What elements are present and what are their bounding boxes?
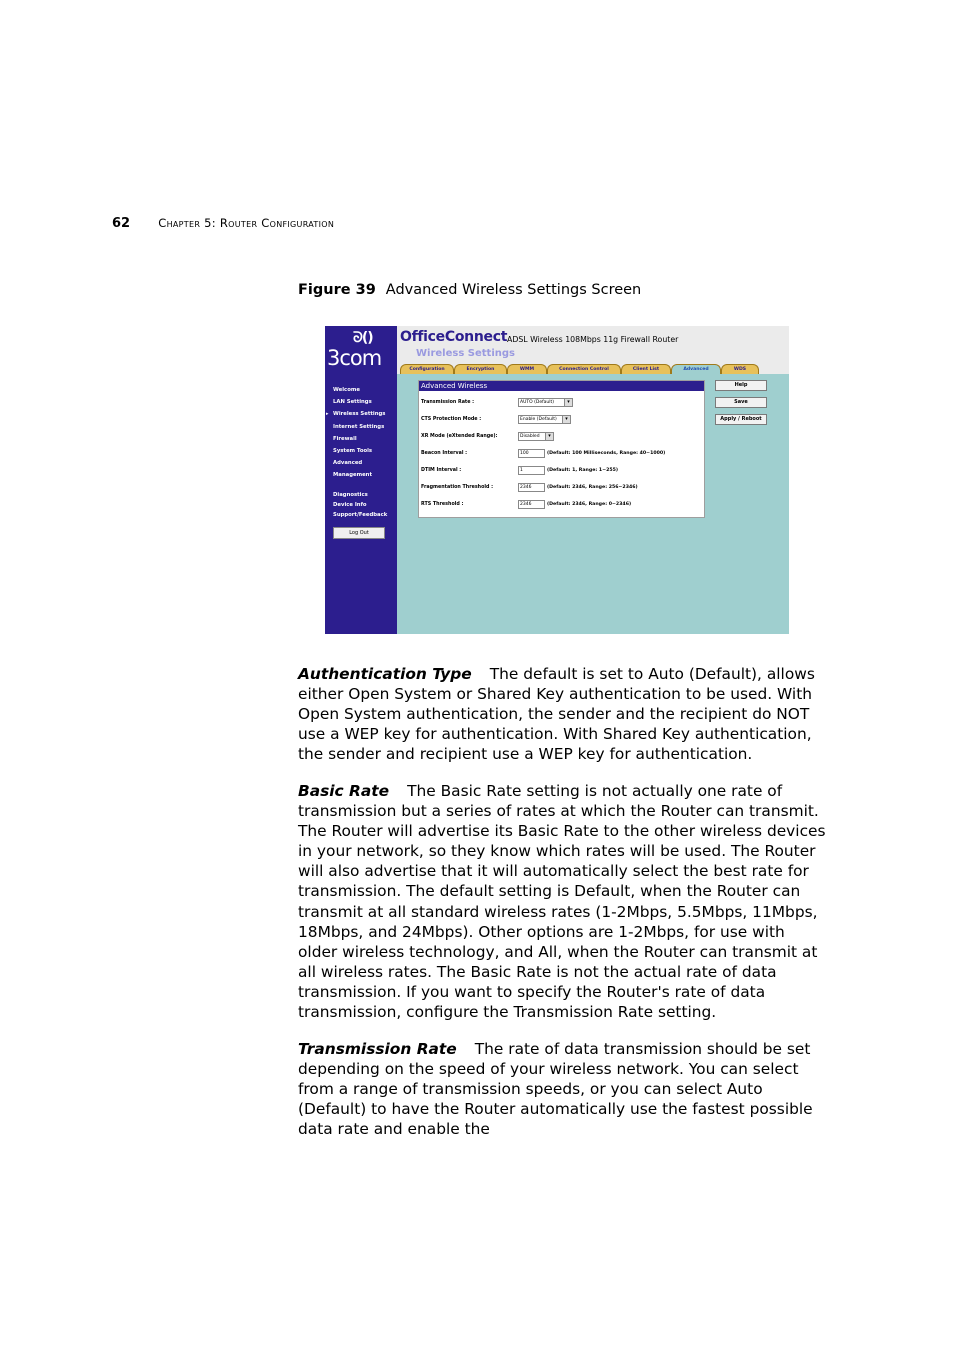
tab-configuration[interactable]: Configuration	[400, 364, 454, 374]
row-label-transmission-rate: Transmission Rate :	[421, 400, 475, 405]
sidebar-item-welcome[interactable]: Welcome	[333, 387, 360, 393]
beacon-interval-hint: (Default: 100 Milliseconds, Range: 40~1000)	[547, 451, 666, 456]
sidebar-item-firewall[interactable]: Firewall	[333, 435, 357, 442]
tab-advanced[interactable]: Advanced	[671, 364, 721, 374]
product-name: ADSL Wireless 108Mbps 11g Firewall Router	[507, 335, 679, 344]
tab-wmm[interactable]: WMM	[507, 364, 547, 374]
text-basic-rate: The Basic Rate setting is not actually one rate of transmission but a series of rates at which the Router can transmit. The Router will advertise its Basic Rate to the other wireless devices in your network, so they know which rates will be used. The Router will also advertise that it will automatically select the best rate for transmission. The default setting is Default, when the Router can transmit at all standard wireless rates (1-2Mbps, 5.5Mbps, 11Mbps, 18Mbps, and 24Mbps). Other options are 1-2Mbps, for use with older wireless technology, and All, when the Router can transmit at all wireless rates. The Basic Rate is not the actual rate of data transmission. If you want to specify the Router's rate of data transmission, configure the Transmission Rate setting.	[298, 782, 826, 1022]
dtim-interval-hint: (Default: 1, Range: 1~255)	[547, 468, 619, 473]
section-transmission-rate	[298, 1039, 828, 1139]
logo-3com: 3com	[327, 346, 382, 370]
help-button[interactable]: Help	[715, 380, 767, 391]
sidebar-item-support[interactable]: Support/Feedback	[333, 511, 388, 518]
page-header	[112, 216, 334, 231]
chapter-title: Chapter 5: Router Configuration	[158, 216, 335, 230]
tab-connection-control[interactable]: Connection Control	[547, 364, 621, 374]
term-transmission-rate: Transmission Rate	[298, 1040, 457, 1058]
row-label-dtim-interval: DTIM Interval :	[421, 468, 462, 473]
logout-button[interactable]: Log Out	[333, 527, 385, 539]
rts-threshold-input[interactable]: 2346	[518, 500, 545, 509]
figure-label: Figure 39	[298, 282, 376, 298]
figure-title: Advanced Wireless Settings Screen	[385, 282, 642, 298]
dtim-interval-input[interactable]: 1	[518, 466, 545, 475]
tab-wds[interactable]: WDS	[721, 364, 759, 374]
brand-name: OfficeConnect	[400, 329, 508, 345]
sidebar-item-lan-settings[interactable]: LAN Settings	[333, 399, 372, 406]
sidebar-item-internet-settings[interactable]: Internet Settings	[333, 423, 385, 430]
tab-client-list[interactable]: Client List	[621, 364, 671, 374]
term-authentication-type: Authentication Type	[298, 665, 472, 683]
sidebar-item-diagnostics[interactable]: Diagnostics	[333, 491, 368, 498]
top-bar	[397, 326, 789, 374]
sidebar-item-management[interactable]: Management	[333, 472, 372, 479]
beacon-interval-input[interactable]: 100	[518, 449, 545, 458]
sidebar-item-device-info[interactable]: Device Info	[333, 501, 367, 508]
row-label-cts-protection: CTS Protection Mode :	[421, 417, 482, 422]
advanced-wireless-panel	[418, 380, 705, 518]
tab-bar	[397, 363, 789, 374]
transmission-rate-select[interactable]: AUTO (Default) ▾	[518, 398, 573, 407]
apply-reboot-button[interactable]: Apply / Reboot	[715, 414, 767, 425]
router-screenshot	[325, 326, 789, 634]
rts-threshold-hint: (Default: 2346, Range: 0~2346)	[547, 502, 632, 507]
figure-caption	[298, 282, 641, 298]
sidebar-item-wireless-settings[interactable]: ▸ Wireless Settings	[333, 408, 387, 420]
row-label-xr-mode: XR Mode (eXtended Range):	[421, 434, 498, 439]
section-subtitle: Wireless Settings	[416, 348, 515, 359]
sidebar	[325, 326, 397, 634]
row-label-rts-threshold: RTS Threshold :	[421, 502, 464, 507]
save-button[interactable]: Save	[715, 397, 767, 408]
text-transmission-rate: The rate of data transmission should be set depending on the speed of your wireless network. You can select from a range of transmission speeds, or you can select Auto (Default) to have the Router automatically use the fastest possible data rate and enable the	[298, 1040, 813, 1139]
term-basic-rate: Basic Rate	[298, 782, 390, 800]
page-number: 62	[112, 216, 131, 231]
cts-protection-select[interactable]: Enable (Default) ▾	[518, 415, 571, 424]
section-authentication-type	[298, 664, 828, 764]
panel-title: Advanced Wireless	[419, 381, 704, 391]
sidebar-item-advanced[interactable]: Advanced	[333, 460, 363, 467]
fragmentation-hint: (Default: 2346, Range: 256~2346)	[547, 485, 638, 490]
row-label-beacon-interval: Beacon Interval :	[421, 451, 468, 456]
section-basic-rate	[298, 781, 828, 1022]
fragmentation-input[interactable]: 2346	[518, 483, 545, 492]
logo-mark: ᘐ()	[353, 330, 373, 346]
tab-encryption[interactable]: Encryption	[454, 364, 507, 374]
sidebar-menu	[333, 384, 387, 520]
xr-mode-select[interactable]: Disabled ▾	[518, 432, 554, 441]
text-authentication-type: The default is set to Auto (Default), allows either Open System or Shared Key authentication to be used. With Open System authentication, the sender and the recipient do NOT use a WEP key for authentication. With Shared Key authentication, the sender and recipient use a WEP key for authentication.	[298, 665, 815, 764]
sidebar-item-system-tools[interactable]: System Tools	[333, 447, 373, 454]
row-label-fragmentation: Fragmentation Threshold :	[421, 485, 494, 490]
